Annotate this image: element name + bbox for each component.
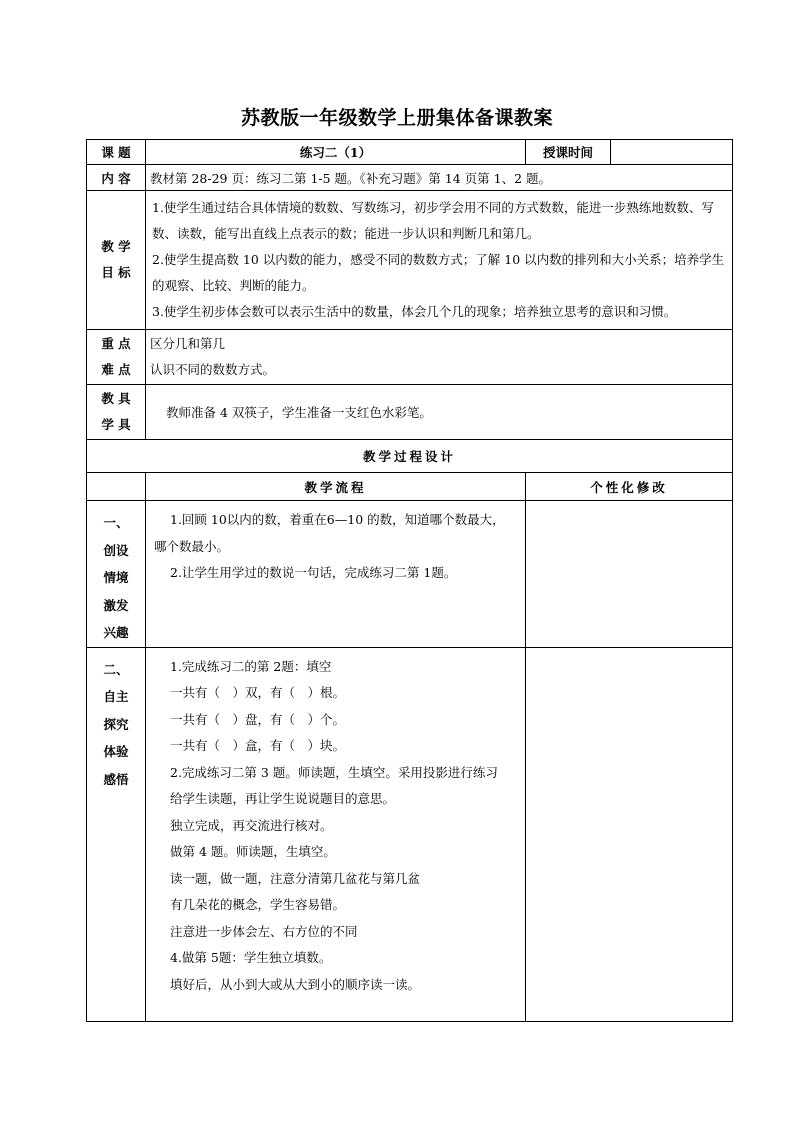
list-item: 填好后，从小到大或从大到小的顺序读一读。 bbox=[170, 976, 421, 992]
list-item: 1.完成练习二的第 2题：填空 bbox=[170, 658, 332, 674]
section-1-modify bbox=[526, 501, 733, 648]
list-item: 2.让学生用学过的数说一句话，完成练习二第 1题。 bbox=[170, 565, 457, 580]
goal-2: 2.使学生提高数 10 以内数的能力，感受不同的数数方式；了解 10 以内数的排列和大小关系；培养学生的观察、比较、判断的能力。 bbox=[152, 252, 725, 293]
content-label: 内 容 bbox=[87, 165, 146, 191]
key-difficult-text bbox=[146, 330, 733, 385]
key-point: 区分几和第几 bbox=[150, 336, 226, 351]
list-item: 一共有（ ）双，有（ ）根。 bbox=[170, 685, 346, 700]
lesson-plan-table bbox=[86, 139, 733, 1022]
flow-header-row bbox=[87, 473, 733, 501]
goal-3: 3.使学生初步体会数可以表示生活中的数量，体会几个几的现象；培养独立思考的意识和习惯。 bbox=[152, 304, 677, 319]
empty-header-cell bbox=[87, 473, 146, 501]
modify-header: 个性化修改 bbox=[526, 473, 733, 501]
list-item: 给学生读题，再让学生说说题目的意思。 bbox=[170, 791, 396, 806]
tools-label: 教 具 学 具 bbox=[87, 385, 146, 440]
list-item: 1.回顾 10以内的数，着重在6—10 的数，知道哪个数最大，哪个数最小。 bbox=[154, 512, 505, 554]
topic-value: 练习二（1） bbox=[146, 140, 526, 165]
key-difficult-label: 重 点 难 点 bbox=[87, 330, 146, 385]
section-1-row bbox=[87, 501, 733, 648]
key-difficult-row bbox=[87, 330, 733, 385]
content-value: 教材第 28-29 页：练习二第 1-5 题。《补充习题》第 14 页第 1、2 题。 bbox=[146, 165, 733, 191]
list-item: 4.做第 5题：学生独立填数。 bbox=[170, 950, 332, 965]
list-item: 一共有（ ）盒，有（ ）块。 bbox=[170, 738, 346, 753]
design-header: 教学过程设计 bbox=[87, 440, 733, 473]
list-item: 独立完成，再交流进行核对。 bbox=[170, 817, 333, 833]
difficult-point: 认识不同的数数方式。 bbox=[150, 362, 276, 377]
tools-row bbox=[87, 385, 733, 440]
section-2-label: 二、 自主 探究 体验 感悟 bbox=[87, 647, 146, 1021]
topic-row bbox=[87, 140, 733, 165]
list-item: 读一题，做一题，注意分清第几盆花与第几盆 bbox=[170, 870, 421, 886]
document-title: 苏教版一年级数学上册集体备课教案 bbox=[240, 107, 553, 129]
time-label: 授课时间 bbox=[526, 140, 611, 165]
list-item: 有几朵花的概念，学生容易错。 bbox=[170, 897, 346, 912]
design-header-row bbox=[87, 440, 733, 473]
topic-label: 课 题 bbox=[87, 140, 146, 165]
goals-text bbox=[146, 191, 733, 330]
list-item: 做第 4 题。师读题，生填空。 bbox=[170, 844, 336, 859]
goals-label: 教 学 目 标 bbox=[87, 191, 146, 330]
list-item: 一共有（ ）盘，有（ ）个。 bbox=[170, 711, 346, 727]
list-item: 注意进一步体会左、右方位的不同 bbox=[170, 923, 358, 939]
tools-value: 教师准备 4 双筷子，学生准备一支红色水彩笔。 bbox=[146, 385, 733, 440]
section-2-modify bbox=[526, 647, 733, 1021]
content-row bbox=[87, 165, 733, 191]
flow-header: 教学流程 bbox=[146, 473, 526, 501]
list-item: 2.完成练习二第 3 题。师读题，生填空。采用投影进行练习 bbox=[170, 764, 498, 780]
goals-row bbox=[87, 191, 733, 330]
section-2-row bbox=[87, 647, 733, 1021]
section-1-label: 一、 创设 情境 激发 兴趣 bbox=[87, 501, 146, 648]
goal-1: 1.使学生通过结合具体情境的数数、写数练习，初步学会用不同的方式数数，能进一步熟练地数数、写数、读数，能写出直线上点表示的数；能进一步认识和判断几和第几。 bbox=[152, 200, 714, 241]
section-1-content bbox=[146, 501, 526, 648]
time-value bbox=[611, 140, 733, 165]
section-2-content bbox=[146, 647, 526, 1021]
